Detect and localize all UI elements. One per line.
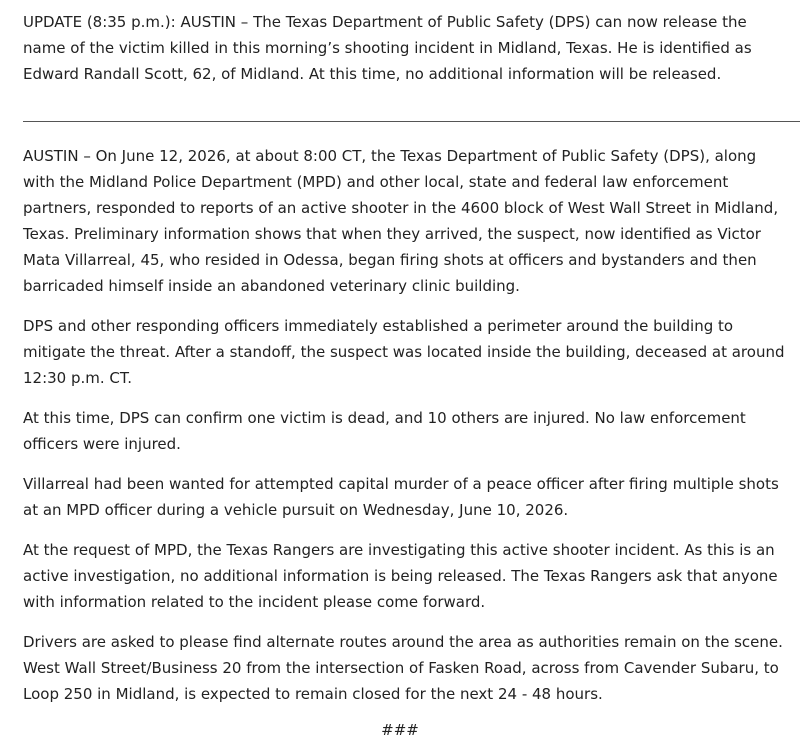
paragraph-investigation: At the request of MPD, the Texas Rangers are investigating this active shooter incident. As this is an active investigation, no additional information is being released. The Texas Rangers ask that anyone with information related to the incident please come forward. (23, 541, 778, 611)
end-of-release-mark: ### (381, 721, 419, 739)
paragraph-incident: AUSTIN – On June 12, 2026, at about 8:00 CT, the Texas Department of Public Safety (DPS), along with the Midland Police Department (MPD) and other local, state and federal law enforcement partners, responded to reports of an active shooter in the 4600 block of West Wall Street in Midland, Texas. Preliminary information shows that when they arrived, the suspect, now identified as Victor Mata Villarreal, 45, who resided in Odessa, began firing shots at officers and bystanders and then barricaded himself inside an abandoned veterinary clinic building. (23, 147, 779, 295)
paragraph-road-closure: Drivers are asked to please find alternate routes around the area as authorities remain on the scene. West Wall Street/Business 20 from the intersection of Fasken Road, across from Cavender Subaru, to Loop 250 in Midland, is expected to remain closed for the next 24 - 48 hours. (23, 633, 783, 703)
release-body (23, 143, 788, 721)
paragraph-perimeter: DPS and other responding officers immediately established a perimeter around the building to mitigate the threat. After a standoff, the suspect was located inside the building, deceased at around 12:30 p.m. CT. (23, 317, 785, 387)
paragraph-suspect-history: Villarreal had been wanted for attempted capital murder of a peace officer after firing multiple shots at an MPD officer during a vehicle pursuit on Wednesday, June 10, 2026. (23, 475, 779, 519)
paragraph-casualties: At this time, DPS can confirm one victim is dead, and 10 others are injured. No law enforcement officers were injured. (23, 409, 746, 453)
section-divider (23, 121, 800, 122)
update-paragraph: UPDATE (8:35 p.m.): AUSTIN – The Texas Department of Public Safety (DPS) can now release the name of the victim killed in this morning’s shooting incident in Midland, Texas. He is identified as Edward Randall Scott, 62, of Midland. At this time, no additional information will be released. (23, 13, 752, 83)
